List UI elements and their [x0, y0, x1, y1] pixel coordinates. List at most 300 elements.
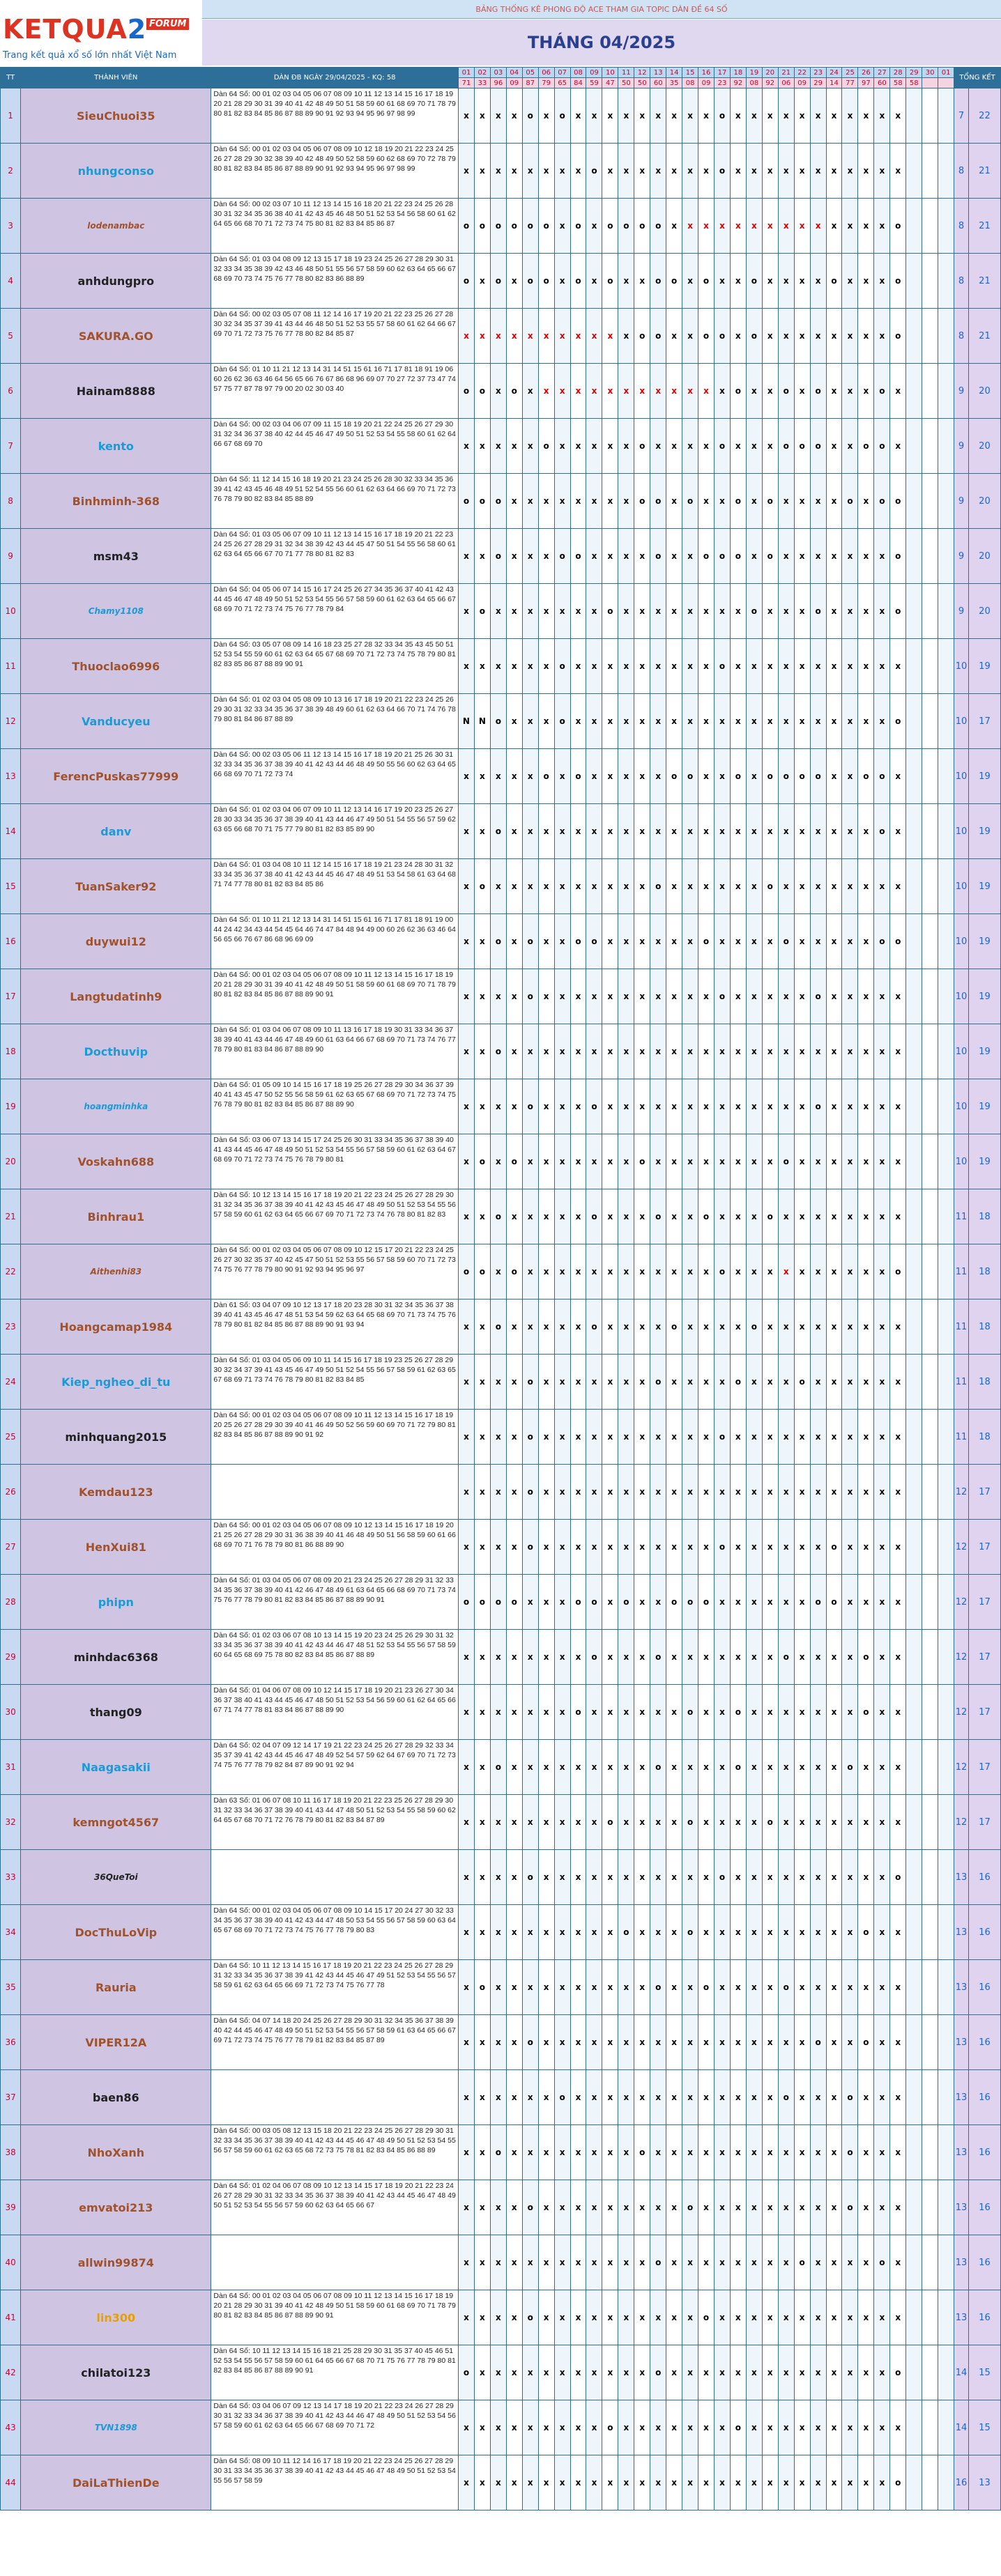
member-name[interactable]: msm43	[21, 529, 211, 584]
total-wins: 11	[954, 1189, 969, 1244]
total-points: 17	[968, 1685, 1000, 1740]
day-mark: x	[778, 584, 794, 639]
day-mark	[922, 1134, 938, 1189]
member-name[interactable]: Chamy1108	[21, 584, 211, 639]
day-mark: x	[666, 1410, 682, 1465]
day-mark	[938, 969, 954, 1024]
member-name[interactable]: phipn	[21, 1575, 211, 1630]
member-name[interactable]: baen86	[21, 2070, 211, 2125]
day-mark: x	[458, 2400, 474, 2455]
day-mark: x	[666, 2125, 682, 2180]
total-points: 19	[968, 859, 1000, 914]
day-mark: x	[698, 364, 715, 419]
day-mark: x	[554, 1630, 570, 1685]
day-mark: x	[746, 1575, 762, 1630]
day-mark: o	[762, 859, 778, 914]
day-mark: x	[634, 2235, 650, 2290]
member-name[interactable]: Kiep_ngheo_di_tu	[21, 1355, 211, 1410]
day-mark: x	[858, 529, 874, 584]
day-mark: x	[762, 2070, 778, 2125]
day-mark: x	[618, 1520, 634, 1575]
day-mark	[922, 1850, 938, 1905]
day-mark: x	[586, 859, 602, 914]
day-mark: x	[506, 2455, 522, 2511]
day-mark: o	[874, 914, 890, 969]
day-mark: x	[762, 199, 778, 254]
day-mark: x	[506, 309, 522, 364]
total-wins: 10	[954, 969, 969, 1024]
day-mark: x	[778, 2015, 794, 2070]
day-mark: x	[746, 804, 762, 859]
day-mark: x	[890, 969, 906, 1024]
day-mark: x	[842, 1465, 858, 1520]
day-mark: x	[762, 1850, 778, 1905]
day-mark: x	[698, 1079, 715, 1134]
site-logo[interactable]	[0, 0, 201, 67]
day-mark: x	[602, 1685, 618, 1740]
day-mark: x	[746, 529, 762, 584]
member-name[interactable]: lin300	[21, 2290, 211, 2345]
day-mark: x	[602, 1575, 618, 1630]
day-mark: x	[650, 914, 666, 969]
member-name[interactable]: kento	[21, 419, 211, 474]
day-mark: x	[634, 88, 650, 144]
day-mark: x	[762, 2235, 778, 2290]
member-name[interactable]: anhdungpro	[21, 254, 211, 309]
day-mark: x	[634, 969, 650, 1024]
day-mark: x	[506, 859, 522, 914]
member-name[interactable]: NhoXanh	[21, 2125, 211, 2180]
day-mark: x	[570, 2125, 586, 2180]
day-mark: x	[506, 1355, 522, 1410]
member-name[interactable]: TVN1898	[21, 2400, 211, 2455]
total-wins: 12	[954, 1575, 969, 1630]
member-row	[1, 2235, 1001, 2290]
day-mark: o	[746, 309, 762, 364]
day-mark: x	[714, 1575, 730, 1630]
day-mark: x	[522, 639, 538, 694]
total-points: 16	[968, 2290, 1000, 2345]
day-mark: o	[842, 2180, 858, 2235]
day-mark: o	[890, 2455, 906, 2511]
member-name[interactable]: Voskahn688	[21, 1134, 211, 1189]
day-mark: x	[842, 1575, 858, 1630]
day-mark	[922, 2290, 938, 2345]
member-row	[1, 529, 1001, 584]
member-row	[1, 1355, 1001, 1410]
member-name[interactable]: chilatoi123	[21, 2345, 211, 2400]
day-mark	[938, 364, 954, 419]
day-mark: o	[554, 88, 570, 144]
day-mark: x	[842, 529, 858, 584]
day-mark: x	[890, 2125, 906, 2180]
day-mark: x	[618, 1740, 634, 1795]
day-header: 11	[618, 68, 634, 78]
member-row	[1, 1079, 1001, 1134]
day-mark: x	[794, 859, 810, 914]
day-mark: x	[554, 1410, 570, 1465]
member-name[interactable]: Hainam8888	[21, 364, 211, 419]
day-mark: x	[698, 474, 715, 529]
day-mark: o	[650, 199, 666, 254]
member-name[interactable]: Kemdau123	[21, 1465, 211, 1520]
day-mark: x	[506, 1189, 522, 1244]
day-mark: x	[570, 584, 586, 639]
day-mark: x	[698, 1740, 715, 1795]
day-mark: x	[538, 2400, 554, 2455]
row-index: 25	[1, 1410, 21, 1465]
day-mark: x	[778, 2455, 794, 2511]
day-mark: x	[746, 749, 762, 804]
day-mark: x	[810, 2455, 826, 2511]
member-name[interactable]: Binhrau1	[21, 1189, 211, 1244]
day-mark: x	[650, 1134, 666, 1189]
day-mark: x	[554, 2345, 570, 2400]
day-mark: x	[842, 1905, 858, 1960]
day-mark: x	[490, 364, 506, 419]
day-mark: x	[890, 1685, 906, 1740]
day-mark: x	[842, 2345, 858, 2400]
day-mark: x	[842, 639, 858, 694]
day-mark: x	[506, 474, 522, 529]
member-name[interactable]: Binhminh-368	[21, 474, 211, 529]
member-name[interactable]: emvatoi213	[21, 2180, 211, 2235]
member-name[interactable]: Vanducyeu	[21, 694, 211, 749]
day-mark: x	[794, 1244, 810, 1299]
total-points: 17	[968, 1795, 1000, 1850]
day-mark: x	[698, 1465, 715, 1520]
row-index: 17	[1, 969, 21, 1024]
day-mark: x	[570, 2235, 586, 2290]
day-mark: x	[666, 2400, 682, 2455]
member-row	[1, 1850, 1001, 1905]
member-name[interactable]: VIPER12A	[21, 2015, 211, 2070]
day-mark: x	[554, 2235, 570, 2290]
day-mark: x	[490, 1520, 506, 1575]
day-mark: x	[826, 2345, 842, 2400]
total-wins: 11	[954, 1244, 969, 1299]
day-mark: x	[586, 969, 602, 1024]
total-wins: 13	[954, 1850, 969, 1905]
total-points: 15	[968, 2345, 1000, 2400]
day-mark: x	[634, 2345, 650, 2400]
day-mark: x	[490, 2180, 506, 2235]
total-points: 18	[968, 1189, 1000, 1244]
day-mark: x	[458, 529, 474, 584]
member-name[interactable]: TuanSaker92	[21, 859, 211, 914]
member-name[interactable]: hoangminhka	[21, 1079, 211, 1134]
day-mark: x	[554, 2180, 570, 2235]
day-mark: o	[570, 1685, 586, 1740]
day-mark	[922, 639, 938, 694]
day-mark: x	[714, 1024, 730, 1079]
day-mark: x	[858, 1465, 874, 1520]
day-mark: x	[618, 474, 634, 529]
member-name[interactable]: Rauria	[21, 1960, 211, 2015]
day-mark: o	[682, 1575, 698, 1630]
member-row	[1, 969, 1001, 1024]
day-mark: x	[746, 1905, 762, 1960]
day-mark: x	[890, 804, 906, 859]
member-name[interactable]: thang09	[21, 1685, 211, 1740]
member-name[interactable]: minhquang2015	[21, 1410, 211, 1465]
member-name[interactable]: Aithenhi83	[21, 1244, 211, 1299]
day-mark: x	[698, 2015, 715, 2070]
member-name[interactable]: duywui12	[21, 914, 211, 969]
total-wins: 12	[954, 1795, 969, 1850]
top-banner: BẢNG THỐNG KÊ PHONG ĐỘ ACE THAM GIA TOPIC DÀN ĐỀ 64 SỐ	[202, 0, 1001, 19]
day-mark: x	[538, 364, 554, 419]
member-name[interactable]: 36QueToi	[21, 1850, 211, 1905]
day-mark: x	[554, 1960, 570, 2015]
day-mark: o	[602, 254, 618, 309]
day-mark: x	[778, 1740, 794, 1795]
day-mark: x	[538, 1960, 554, 2015]
member-name[interactable]: lodenambac	[21, 199, 211, 254]
total-points: 19	[968, 1134, 1000, 1189]
member-name[interactable]: Docthuvip	[21, 1024, 211, 1079]
member-name[interactable]: Langtudatinh9	[21, 969, 211, 1024]
total-wins: 12	[954, 1630, 969, 1685]
day-mark: x	[538, 2125, 554, 2180]
day-mark: x	[586, 199, 602, 254]
day-mark: o	[842, 1740, 858, 1795]
day-mark: x	[874, 1795, 890, 1850]
day-mark: o	[714, 639, 730, 694]
day-mark: x	[602, 364, 618, 419]
day-mark: x	[650, 1575, 666, 1630]
day-mark: x	[762, 1410, 778, 1465]
day-mark: x	[586, 1355, 602, 1410]
day-header: 26	[858, 68, 874, 78]
day-mark: x	[890, 1134, 906, 1189]
day-mark: o	[490, 474, 506, 529]
day-mark: x	[490, 1795, 506, 1850]
day-mark: x	[682, 584, 698, 639]
day-mark	[922, 1024, 938, 1079]
day-mark: x	[538, 969, 554, 1024]
day-mark: x	[618, 969, 634, 1024]
day-mark: x	[666, 529, 682, 584]
day-result: 71	[458, 78, 474, 88]
day-mark	[938, 2400, 954, 2455]
day-mark: x	[586, 2070, 602, 2125]
day-mark: x	[874, 1630, 890, 1685]
member-name[interactable]: Naagasakii	[21, 1740, 211, 1795]
day-mark: x	[634, 2015, 650, 2070]
day-mark: x	[778, 694, 794, 749]
day-mark: x	[826, 694, 842, 749]
day-mark: x	[650, 2400, 666, 2455]
day-mark: x	[458, 1520, 474, 1575]
day-mark: o	[506, 199, 522, 254]
day-mark: x	[746, 694, 762, 749]
member-name[interactable]: allwin99874	[21, 2235, 211, 2290]
day-mark: x	[698, 749, 715, 804]
day-mark: o	[490, 529, 506, 584]
day-mark: x	[554, 144, 570, 199]
day-mark: x	[682, 804, 698, 859]
day-mark: x	[650, 694, 666, 749]
day-mark: o	[458, 364, 474, 419]
member-name[interactable]: danv	[21, 804, 211, 859]
day-mark: x	[570, 1630, 586, 1685]
day-mark: o	[458, 1575, 474, 1630]
day-mark: x	[458, 1134, 474, 1189]
day-mark: o	[570, 1575, 586, 1630]
day-result: 59	[586, 78, 602, 88]
day-mark: x	[490, 1960, 506, 2015]
day-mark: x	[538, 914, 554, 969]
day-mark	[906, 1189, 922, 1244]
day-mark: x	[538, 1685, 554, 1740]
day-mark	[938, 254, 954, 309]
day-mark: x	[730, 144, 746, 199]
day-mark: x	[474, 419, 490, 474]
day-mark: x	[522, 2400, 538, 2455]
day-mark: x	[890, 2015, 906, 2070]
day-mark	[906, 199, 922, 254]
day-header: 15	[682, 68, 698, 78]
day-mark: x	[458, 419, 474, 474]
day-mark: x	[826, 364, 842, 419]
day-mark: x	[458, 969, 474, 1024]
day-mark: x	[538, 859, 554, 914]
day-mark: x	[602, 2125, 618, 2180]
member-name[interactable]: kemngot4567	[21, 1795, 211, 1850]
day-mark: x	[746, 1630, 762, 1685]
day-mark: o	[794, 1355, 810, 1410]
day-mark: x	[714, 2345, 730, 2400]
member-name[interactable]: Thuoclao6996	[21, 639, 211, 694]
day-mark: x	[730, 584, 746, 639]
day-mark: x	[570, 2180, 586, 2235]
day-mark: x	[490, 1850, 506, 1905]
day-mark: x	[554, 1189, 570, 1244]
day-mark: x	[522, 1134, 538, 1189]
day-mark: x	[826, 1189, 842, 1244]
total-points: 22	[968, 88, 1000, 144]
day-mark	[922, 199, 938, 254]
day-mark: x	[858, 2235, 874, 2290]
dan-numbers: Dàn 64 Số: 01 02 03 06 07 08 10 13 14 15 19 20 23 24 25 26 29 30 31 32 33 34 35 36 37 38 39 40 41 42 43 44 46 47 48 51 52 53 54 55 56 57 58 59 60 64 65 68 69 75 78 80 82 83 84 85 86 87 88 89	[211, 1630, 459, 1685]
day-mark: x	[570, 1189, 586, 1244]
day-mark: x	[538, 1630, 554, 1685]
total-wins: 9	[954, 529, 969, 584]
day-result	[922, 78, 938, 88]
day-header: 03	[490, 68, 506, 78]
day-mark: x	[810, 88, 826, 144]
day-mark: x	[810, 1520, 826, 1575]
day-mark: x	[506, 694, 522, 749]
day-mark	[922, 2400, 938, 2455]
day-mark: x	[634, 2070, 650, 2125]
total-wins: 13	[954, 2180, 969, 2235]
day-mark: x	[602, 1520, 618, 1575]
day-mark: x	[554, 859, 570, 914]
day-mark: x	[858, 1850, 874, 1905]
day-header: 14	[666, 68, 682, 78]
day-mark: o	[762, 529, 778, 584]
day-mark: x	[602, 1079, 618, 1134]
day-mark	[906, 309, 922, 364]
day-mark: x	[810, 144, 826, 199]
day-mark: x	[490, 2345, 506, 2400]
member-name[interactable]: nhungconso	[21, 144, 211, 199]
day-mark: x	[858, 1024, 874, 1079]
day-mark: x	[746, 2125, 762, 2180]
day-mark: o	[714, 969, 730, 1024]
member-name[interactable]: Hoangcamap1984	[21, 1299, 211, 1355]
day-mark: x	[554, 804, 570, 859]
member-name[interactable]: SieuChuoi35	[21, 88, 211, 144]
total-points: 18	[968, 1355, 1000, 1410]
day-mark: x	[490, 859, 506, 914]
day-mark: x	[746, 1355, 762, 1410]
day-mark: x	[634, 254, 650, 309]
day-mark: o	[474, 199, 490, 254]
day-mark	[938, 1410, 954, 1465]
total-wins: 8	[954, 144, 969, 199]
day-mark: o	[810, 419, 826, 474]
day-mark: x	[842, 2455, 858, 2511]
day-mark: x	[618, 2455, 634, 2511]
day-mark: x	[666, 144, 682, 199]
day-mark: o	[810, 749, 826, 804]
day-mark: x	[890, 88, 906, 144]
member-name[interactable]: DocThuLoVip	[21, 1905, 211, 1960]
row-index: 19	[1, 1079, 21, 1134]
dan-numbers	[211, 2070, 459, 2125]
day-mark: x	[458, 639, 474, 694]
total-wins: 10	[954, 694, 969, 749]
day-mark: x	[506, 254, 522, 309]
day-mark: x	[746, 88, 762, 144]
member-name[interactable]: DaiLaThienDe	[21, 2455, 211, 2511]
day-mark: x	[522, 1905, 538, 1960]
member-row	[1, 1024, 1001, 1079]
day-mark: x	[570, 1960, 586, 2015]
row-index: 39	[1, 2180, 21, 2235]
day-mark: x	[874, 2125, 890, 2180]
day-mark: x	[586, 364, 602, 419]
day-mark: x	[666, 2070, 682, 2125]
day-mark: x	[826, 2455, 842, 2511]
day-mark: x	[618, 914, 634, 969]
month-title: THÁNG 04/2025	[202, 20, 1001, 65]
member-name[interactable]: SAKURA.GO	[21, 309, 211, 364]
day-mark	[906, 694, 922, 749]
day-mark: x	[618, 2235, 634, 2290]
day-mark: x	[778, 2235, 794, 2290]
member-name[interactable]: HenXui81	[21, 1520, 211, 1575]
member-name[interactable]: FerencPuskas77999	[21, 749, 211, 804]
logo-wordmark: KETQUA2	[3, 14, 147, 45]
day-mark: x	[474, 2125, 490, 2180]
day-mark: x	[570, 474, 586, 529]
day-mark: o	[730, 749, 746, 804]
day-mark	[938, 1355, 954, 1410]
day-mark: x	[682, 1024, 698, 1079]
day-mark: o	[650, 529, 666, 584]
day-mark: x	[602, 2290, 618, 2345]
day-mark: x	[794, 474, 810, 529]
day-mark: x	[490, 2290, 506, 2345]
day-mark: x	[874, 1355, 890, 1410]
day-mark: x	[666, 1189, 682, 1244]
day-mark: x	[506, 2345, 522, 2400]
member-name[interactable]: minhdac6368	[21, 1630, 211, 1685]
